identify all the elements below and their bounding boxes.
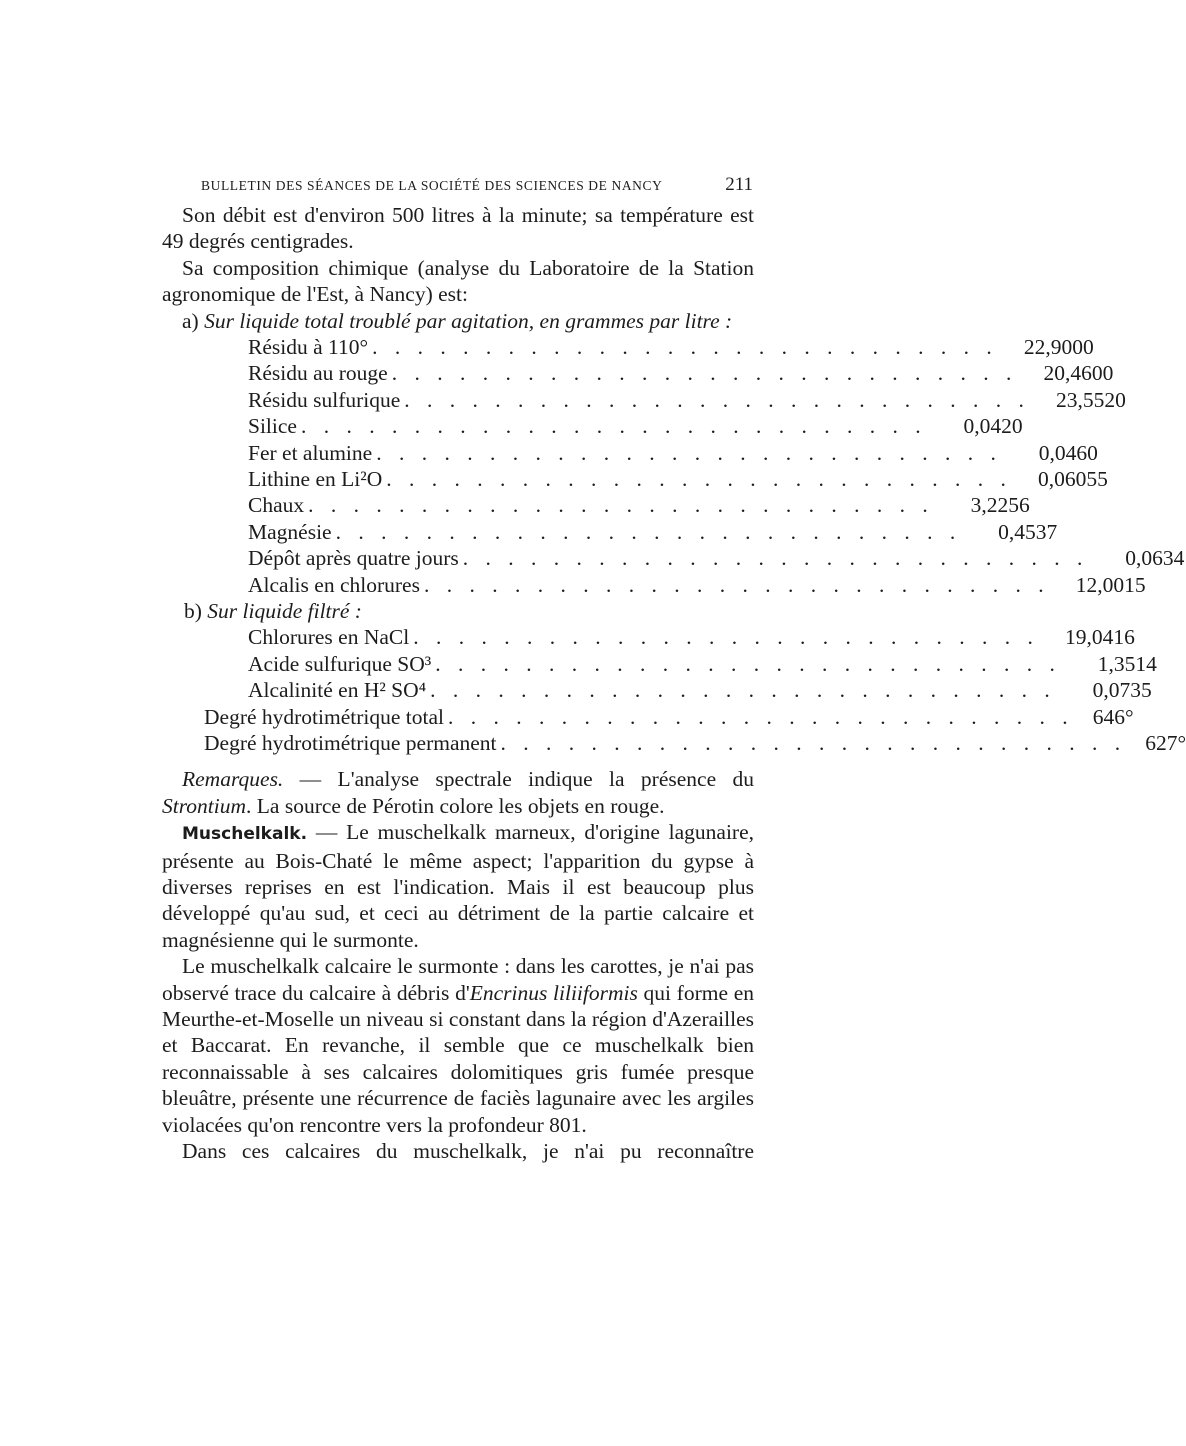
row-leader-dots: . . . . . . . . . . . . . . . . . . . . . . . . . . . . <box>430 678 1056 703</box>
remarques-text-end: . La source de Pérotin colore les objets en rouge. <box>246 793 665 818</box>
row-value: 646° <box>1092 704 1134 729</box>
row-label: Degré hydrotimétrique permanent <box>204 730 497 755</box>
table-row <box>248 624 1135 650</box>
table-row <box>248 492 1030 518</box>
row-value: 0,0460 <box>1038 440 1098 465</box>
paragraph-muschelkalk <box>162 819 754 953</box>
section-a-title: Sur liquide total troublé par agitation, en grammes par litre : <box>204 308 733 333</box>
row-value: 3,2256 <box>970 493 1030 518</box>
row-leader-dots: . . . . . . . . . . . . . . . . . . . . . . . . . . . . <box>376 440 1002 465</box>
calcaire-text: Le muschelkalk calcaire le surmonte : dans les carottes, je n'ai pas observé trace du calcaire à débris d' <box>162 954 754 1005</box>
row-label: Dépôt après quatre jours <box>248 546 459 571</box>
table-row <box>248 651 1157 677</box>
row-label: Lithine en Li²O <box>248 466 383 491</box>
row-value: 22,9000 <box>1023 335 1094 360</box>
analysis-table-b <box>248 624 1157 703</box>
table-row <box>248 466 1108 492</box>
row-leader-dots: . . . . . . . . . . . . . . . . . . . . . . . . . . . . <box>413 625 1039 650</box>
table-row <box>248 334 1094 360</box>
table-row <box>248 519 1058 545</box>
table-row <box>204 704 1134 730</box>
muschelkalk-lead: Muschelkalk. <box>182 824 308 845</box>
table-row <box>248 413 1023 439</box>
paragraph-debit: Son débit est d'environ 500 litres à la minute; sa température est 49 degrés centigrades. <box>162 203 754 254</box>
row-label: Alcalinité en H² SO⁴ <box>248 678 427 703</box>
row-leader-dots: . . . . . . . . . . . . . . . . . . . . . . . . . . . . <box>462 546 1089 571</box>
row-leader-dots: . . . . . . . . . . . . . . . . . . . . . . . . . . . . <box>335 519 962 544</box>
page-number: 211 <box>725 174 753 195</box>
muschelkalk-text: — Le muschelkalk marneux, d'origine lagunaire, présente au Bois-Chaté le même aspect; l'apparition du gypse à diverses reprises en est l'indication. Mais il est beaucoup plus développé qu'au sud, et ceci au détriment de la partie calcaire et magnésienne qui le surmonte. <box>162 820 754 952</box>
row-leader-dots: . . . . . . . . . . . . . . . . . . . . . . . . . . . . <box>423 572 1050 597</box>
table-row <box>248 440 1098 466</box>
row-label: Résidu à 110° <box>248 335 369 360</box>
table-row <box>248 572 1146 598</box>
running-title: BULLETIN DES SÉANCES DE LA SOCIÉTÉ DES SCIENCES DE NANCY <box>201 178 663 193</box>
section-b-title: Sur liquide filtré : <box>207 598 362 623</box>
encrinus-term: Encrinus liliiformis <box>469 980 638 1005</box>
table-row <box>204 730 1186 756</box>
row-leader-dots: . . . . . . . . . . . . . . . . . . . . . . . . . . . . <box>435 651 1061 676</box>
paragraph-last: Dans ces calcaires du muschelkalk, je n'ai pu reconnaître <box>182 1138 754 1163</box>
remarques-text: — L'analyse spectrale indique la présence du <box>283 767 754 792</box>
row-value: 23,5520 <box>1056 387 1126 412</box>
row-value: 1,3514 <box>1097 651 1157 676</box>
row-value: 0,06055 <box>1037 466 1108 491</box>
table-row <box>248 387 1126 413</box>
row-leader-dots: . . . . . . . . . . . . . . . . . . . . . . . . . . . . <box>300 414 927 439</box>
row-label: Chaux <box>248 493 305 518</box>
row-value: 0,0420 <box>963 414 1023 439</box>
row-label: Fer et alumine <box>248 440 373 465</box>
row-label: Magnésie <box>248 519 332 544</box>
row-value: 12,0015 <box>1075 572 1146 597</box>
table-row <box>248 545 1185 571</box>
section-a-heading <box>162 308 754 334</box>
running-header <box>201 174 753 196</box>
row-leader-dots: . . . . . . . . . . . . . . . . . . . . . . . . . . . . <box>404 387 1030 412</box>
row-label: Alcalis en chlorures <box>248 572 420 597</box>
section-b-heading <box>184 598 754 624</box>
row-leader-dots: . . . . . . . . . . . . . . . . . . . . . . . . . . . . <box>386 466 1012 491</box>
paragraph-composition: Sa composition chimique (analyse du Laboratoire de la Station agronomique de l'Est, à Nancy) est: <box>162 255 754 307</box>
row-value: 19,0416 <box>1064 625 1135 650</box>
row-label: Degré hydrotimétrique total <box>204 704 445 729</box>
row-leader-dots: . . . . . . . . . . . . . . . . . . . . . . . . . . . . <box>448 704 1074 729</box>
analysis-table-a <box>248 334 1185 598</box>
table-row <box>248 360 1114 386</box>
calcaire-text-end: qui forme en Meurthe-et-Moselle un niveau si constant dans la région d'Azerailles et Baccarat. En revanche, il semble que ce muschelkalk bien reconnaissable à ses calcaires dolomitiques gris fumée presque bleuâtre, présente une récurrence de faciès lagunaire avec les argiles violacées qu'on rencontre vers la profondeur 801. <box>162 980 754 1137</box>
row-value: 0,4537 <box>998 519 1058 544</box>
row-value: 627° <box>1145 730 1186 755</box>
row-leader-dots: . . . . . . . . . . . . . . . . . . . . . . . . . . . . <box>391 361 1018 386</box>
remarques-lead: Remarques. <box>182 767 284 792</box>
row-label: Résidu sulfurique <box>248 387 401 412</box>
table-row <box>248 677 1152 703</box>
row-label: Résidu au rouge <box>248 361 388 386</box>
row-leader-dots: . . . . . . . . . . . . . . . . . . . . . . . . . . . . <box>308 493 934 518</box>
row-value: 0,0634 <box>1125 546 1185 571</box>
paragraph-remarques <box>162 766 754 819</box>
row-value: 0,0735 <box>1092 678 1152 703</box>
row-value: 20,4600 <box>1043 361 1114 386</box>
hydrotimetric-table <box>204 704 1186 757</box>
row-label: Chlorures en NaCl <box>248 625 410 650</box>
row-leader-dots: . . . . . . . . . . . . . . . . . . . . . . . . . . . . <box>500 730 1127 755</box>
paragraph-calcaire <box>162 953 754 1138</box>
row-label: Acide sulfurique SO³ <box>248 651 432 676</box>
strontium-term: Strontium <box>162 793 247 818</box>
section-b-prefix: b) <box>184 598 208 623</box>
row-leader-dots: . . . . . . . . . . . . . . . . . . . . . . . . . . . . <box>372 335 998 360</box>
page-body <box>162 202 1186 1164</box>
row-label: Silice <box>248 414 297 439</box>
section-a-prefix: a) <box>182 308 205 333</box>
